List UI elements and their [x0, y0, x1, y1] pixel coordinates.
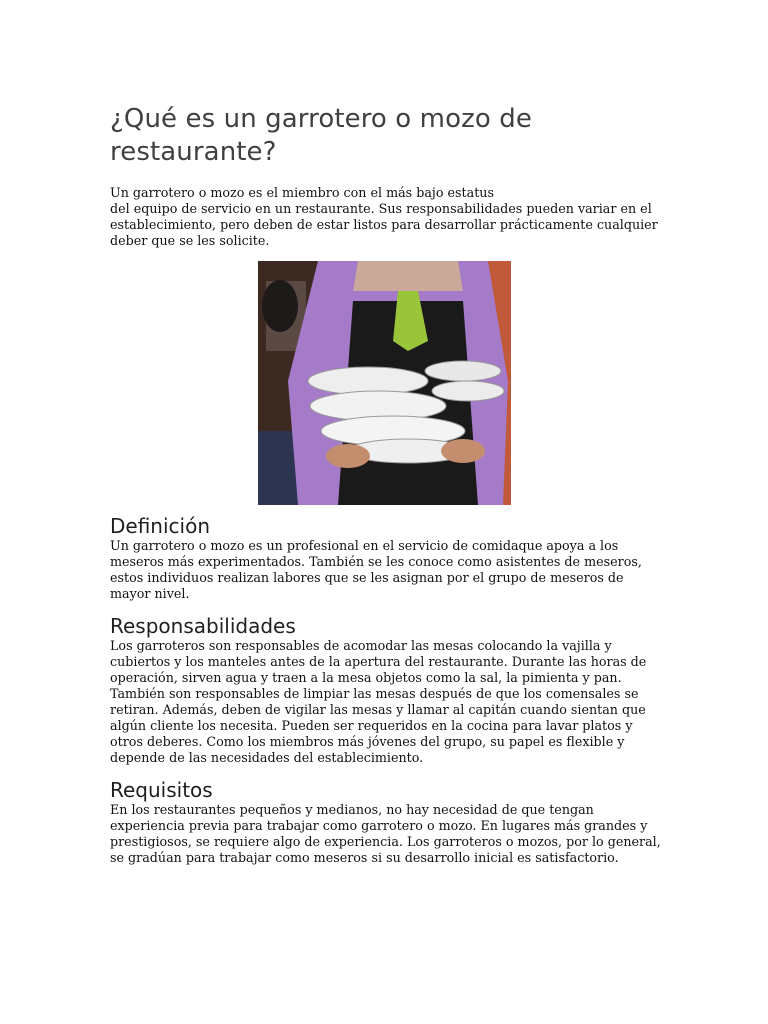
- paragraph-line: retiran. Además, deben de vigilar las mesas y llamar al capitán cuando sientan que: [110, 702, 646, 717]
- paragraph-line: mayor nivel.: [110, 586, 190, 601]
- paragraph-line: prestigiosos, se requiere algo de experiencia. Los garroteros o mozos, por lo general,: [110, 834, 661, 849]
- section-requirements: [110, 779, 662, 866]
- intro-line: del equipo de servicio en un restaurante. Sus responsabilidades pueden variar en el: [110, 201, 652, 216]
- paragraph-line: meseros más experimentados. También se les conoce como asistentes de meseros,: [110, 554, 642, 569]
- intro-line: deber que se les solicite.: [110, 233, 270, 248]
- paragraph-line: depende de las necesidades del establecimiento.: [110, 750, 424, 765]
- paragraph-line: operación, sirven agua y traen a la mesa objetos como la sal, la pimienta y pan.: [110, 670, 622, 685]
- title-line-2: restaurante?: [110, 137, 277, 167]
- section-paragraph: [110, 638, 662, 766]
- section-paragraph: [110, 538, 662, 602]
- busboy-carrying-plates-photo: [258, 261, 511, 505]
- paragraph-line: se gradúan para trabajar como meseros si su desarrollo inicial es satisfactorio.: [110, 850, 619, 865]
- paragraph-line: estos individuos realizan labores que se les asignan por el grupo de meseros de: [110, 570, 624, 585]
- title-line-1: ¿Qué es un garrotero o mozo de: [110, 104, 532, 134]
- paragraph-line: cubiertos y los manteles antes de la apertura del restaurante. Durante las horas de: [110, 654, 647, 669]
- section-heading: Responsabilidades: [110, 614, 296, 638]
- paragraph-line: Los garroteros son responsables de acomodar las mesas colocando la vajilla y: [110, 638, 612, 653]
- section-paragraph: [110, 802, 662, 866]
- intro-line: establecimiento, pero deben de estar listos para desarrollar prácticamente cualquier: [110, 217, 658, 232]
- paragraph-line: En los restaurantes pequeños y medianos, no hay necesidad de que tengan: [110, 802, 594, 817]
- section-responsibilities: [110, 615, 662, 766]
- section-heading: Definición: [110, 514, 210, 538]
- page-title: [110, 103, 662, 169]
- paragraph-line: algún cliente los necesita. Pueden ser requeridos en la cocina para lavar platos y: [110, 718, 633, 733]
- intro-line: Un garrotero o mozo es el miembro con el más bajo estatus: [110, 185, 494, 200]
- paragraph-line: También son responsables de limpiar las mesas después de que los comensales se: [110, 686, 639, 701]
- document-page: [110, 103, 662, 879]
- section-heading: Requisitos: [110, 778, 213, 802]
- paragraph-line: otros deberes. Como los miembros más jóvenes del grupo, su papel es flexible y: [110, 734, 625, 749]
- paragraph-line: experiencia previa para trabajar como garrotero o mozo. En lugares más grandes y: [110, 818, 648, 833]
- paragraph-line: Un garrotero o mozo es un profesional en el servicio de comidaque apoya a los: [110, 538, 619, 553]
- intro-paragraph: [110, 185, 662, 249]
- section-definition: [110, 515, 662, 602]
